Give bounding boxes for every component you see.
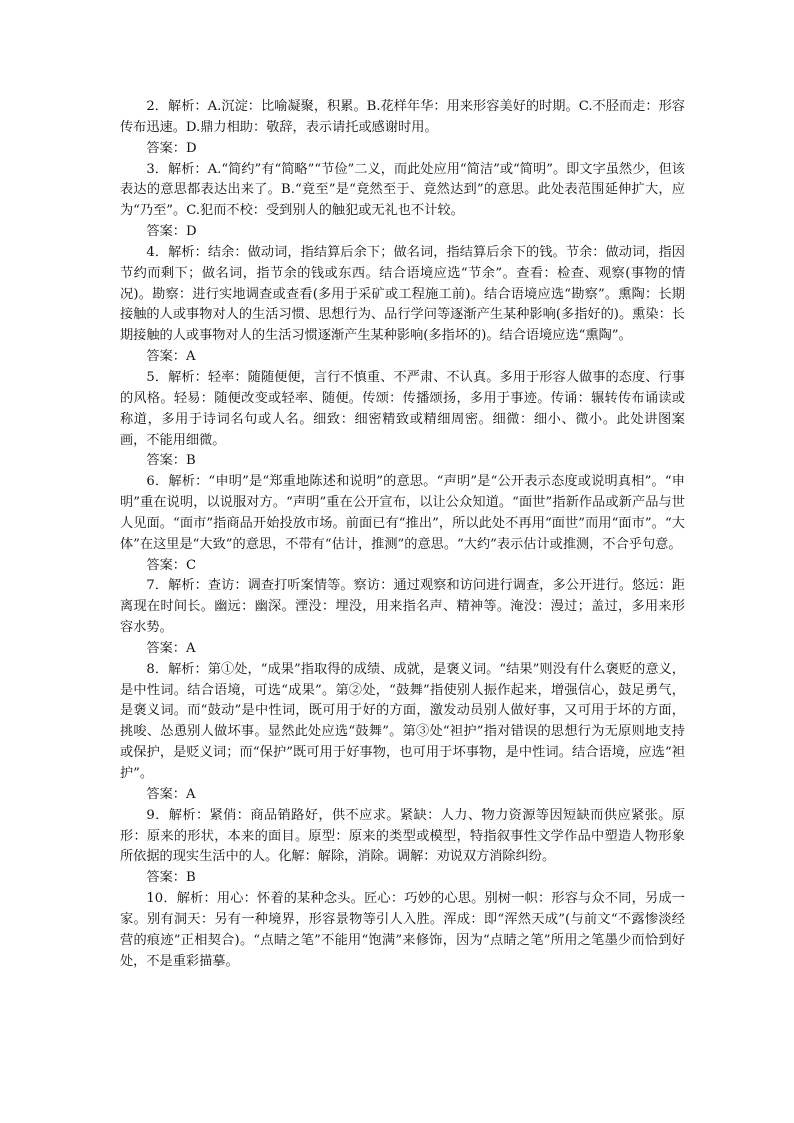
answer-item-7: 答案：A bbox=[146, 640, 196, 656]
answer-item-9: 答案：B bbox=[146, 870, 196, 886]
answer-item-3: 答案：D bbox=[146, 224, 197, 240]
answer-item-6: 答案：C bbox=[146, 557, 197, 573]
analysis-item-2: 2．解析：A.沉淀：比喻凝聚，积累。B.花样年华：用来形容美好的时期。C.不胫而走：形容传布迅速。D.鼎力相助：敬辞，表示请托或感谢时用。 bbox=[120, 99, 685, 135]
analysis-item-4: 4．解析：结余：做动词，指结算后余下；做名词，指结算后余下的钱。节余：做动词，指因节约而剩下；做名词，指节余的钱或东西。结合语境应选“节余”。查看：检查、观察(事物的情况)。勘察：进行实地调查或查看(多用于采矿或工程施工前)。结合语境应选“勘察”。熏陶：长期接触的人或事物对人的生活习惯、思想行为、品行学问等逐渐产生某种影响(多指好的)。熏染：长期接触的人或事物对人的生活习惯逐渐产生某种影响(多指坏的)。结合语境应选“熏陶”。 bbox=[120, 244, 685, 344]
answer-analysis-content bbox=[120, 97, 685, 972]
answer-item-8: 答案：A bbox=[146, 786, 196, 802]
answer-item-5: 答案：B bbox=[146, 453, 196, 469]
analysis-item-10: 10．解析：用心：怀着的某种念头。匠心：巧妙的心思。别树一帜：形容与众不同，另成一家。别有洞天：另有一种境界，形容景物等引人入胜。浑成：即“浑然天成”(与前文“不露惨淡经营的痕迹”正相契合)。“点睛之笔”不能用“饱满”来修饰，因为“点睛之笔”所用之笔墨少而恰到好处，不是重彩描摹。 bbox=[120, 891, 685, 969]
analysis-item-8: 8．解析：第①处，“成果”指取得的成绩、成就，是褒义词。“结果”则没有什么褒贬的意义，是中性词。结合语境，可选“成果”。第②处，“鼓舞”指使别人振作起来，增强信心，鼓足勇气，是褒义词。而“鼓动”是中性词，既可用于好的方面，激发动员别人做好事，又可用于坏的方面，挑唆、怂恿别人做坏事。显然此处应选“鼓舞”。第③处“袒护”指对错误的思想行为无原则地支持或保护，是贬义词；而“保护”既可用于好事物，也可用于坏事物，是中性词。结合语境，应选“袒护”。 bbox=[120, 661, 685, 781]
answer-item-4: 答案：A bbox=[146, 349, 196, 365]
answer-item-2: 答案：D bbox=[146, 140, 197, 156]
analysis-item-6: 6．解析：“申明”是“郑重地陈述和说明”的意思。“声明”是“公开表示态度或说明真相”。“申明”重在说明，以说服对方。“声明”重在公开宣布，以让公众知道。“面世”指新作品或新产品与世人见面。“面市”指商品开始投放市场。前面已有“推出”，所以此处不再用“面世”而用“面市”。“大体”在这里是“大致”的意思，不带有“估计，推测”的意思。“大约”表示估计或推测，不合乎句意。 bbox=[120, 474, 685, 552]
analysis-item-7: 7．解析：查访：调查打听案情等。察访：通过观察和访问进行调查，多公开进行。悠远：距离现在时间长。幽远：幽深。湮没：埋没，用来指名声、精神等。淹没：漫过；盖过，多用来形容水势。 bbox=[120, 578, 685, 636]
analysis-item-5: 5．解析：轻率：随随便便，言行不慎重、不严肃、不认真。多用于形容人做事的态度、行事的风格。轻易：随便改变或轻率、随便。传颂：传播颂扬，多用于事迹。传诵：辗转传布诵读或称道，多用于诗词名句或人名。细致：细密精致或精细周密。细微：细小、微小。此处讲图案画，不能用细微。 bbox=[120, 369, 685, 448]
analysis-item-9: 9．解析：紧俏：商品销路好，供不应求。紧缺：人力、物力资源等因短缺而供应紧张。原形：原来的形状，本来的面目。原型：原来的类型或模型，特指叙事性文学作品中塑造人物形象所依据的现实生活中的人。化解：解除，消除。调解：劝说双方消除纠纷。 bbox=[120, 807, 685, 865]
analysis-item-3: 3．解析：A.“简约”有“简略”“节俭”二义，而此处应用“简洁”或“简明”。即文字虽然少，但该表达的意思都表达出来了。B.“竟至”是“竟然至于、竟然达到”的意思。此处表范围延伸扩大，应为“乃至”。C.犯而不校：受到别人的触犯或无礼也不计较。 bbox=[120, 161, 685, 219]
